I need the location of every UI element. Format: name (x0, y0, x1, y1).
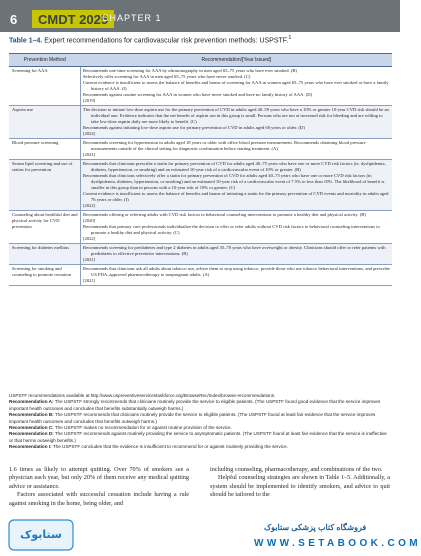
recommendation-text: Recommends screening for prediabetes and type 2 diabetes in adults aged 35–70 years who have overweight or obesity. Clinicians should offer or refer patients with prediabetes to effective preventive interventions. (B) (83, 245, 386, 256)
column-header-recommendation: Recommendation/[Year Issued] (81, 54, 393, 67)
watermark-site-url[interactable]: WWW.SETABOOK.COM (254, 538, 421, 549)
body-paragraph: Helpful counseling strategies are shown in Table 1–5. Additionally, a system should be implemented to identify smokers, and advice to quit should be tailored to the (210, 474, 390, 499)
table-label: Table 1–4. (9, 37, 43, 45)
recommendation-text: Recommends against initiating low-dose aspirin use for primary prevention of CVD in adults aged 60 years or older. (D) (83, 125, 305, 130)
body-paragraph: including counseling, pharmacotherapy, and combinations of the two. (210, 466, 383, 473)
recommendation-cell (81, 160, 393, 211)
grade-label: Recommendation D: (9, 431, 54, 437)
table-row (9, 265, 392, 286)
page-number: 6 (10, 12, 18, 27)
table-header-row (9, 54, 392, 67)
recommendation-text: [2021] (83, 278, 96, 283)
logo-text: ستابوک (20, 528, 62, 541)
recommendation-text: [2022] (83, 203, 96, 208)
recommendation-text: Recommends screening for hypertension in adults aged 18 years or older with office blood pressure measurement. Recommends obtaining blood pressure measurements outside of the clinical setting for diagnostic confirmation before starting treatment. (A) (83, 140, 366, 151)
grade-definition (9, 444, 392, 450)
recommendation-text: [2021] (83, 152, 96, 157)
grade-definition (9, 412, 392, 425)
body-column-right (210, 466, 390, 500)
prevention-method-cell: Blood pressure screening (9, 139, 81, 160)
watermark-store-name: فروشگاه کتاب پزشکی ستابوک (264, 523, 367, 532)
book-title-badge: CMDT 2025 (32, 10, 114, 28)
prevention-method-cell: Screening for smoking and counseling to promote cessation (9, 265, 81, 286)
prevention-method-cell: Counseling about healthful diet and physical activity for CVD prevention (9, 211, 81, 244)
table-title: Expert recommendations for cardiovascular risk prevention methods: USPSTF. (44, 37, 289, 45)
grade-definition (9, 431, 392, 444)
grade-text: The USPSTF recommends that clinicians routinely provide the service to eligible patients. (The USPSTF found at least fair evidence that the service improves important health outcomes and concludes that benefits outweigh harms.) (9, 412, 376, 424)
body-column-left (9, 466, 189, 508)
grade-text: The USPSTF concludes that the evidence is insufficient to recommend for or against routinely providing the service. (52, 444, 288, 450)
chapter-label: CHAPTER 1 (102, 13, 162, 23)
recommendation-text: Recommends that clinicians prescribe a statin for primary prevention of CVD for adults aged 40–75 years who have one or more CVD risk factors (ie, dyslipidemia, diabetes, hypertension, or smoking) and an estimated 10-year risk of a cardiovascular event of 10% or greater. (B) (83, 161, 386, 172)
table-row (9, 106, 392, 139)
recommendation-text: Recommends that clinicians selectively offer a statin for primary prevention of CVD for adults aged 40–75 years who have one or more CVD risk factors (ie, dyslipidemia, diabetes, hypertension, or smoking) and an estimated 10-year risk of a cardiovascular event of 7.5% to less than 10%. The likelihood of benefit is smaller in this group than in persons with a 10-year risk of 10% or greater. (C) (83, 173, 385, 190)
recommendation-cell (81, 211, 393, 244)
table-body (9, 67, 392, 286)
grade-label: Recommendation I: (9, 444, 52, 450)
recommendation-text: [2019] (83, 98, 96, 103)
recommendation-text: [2021] (83, 257, 96, 262)
grade-label: Recommendation B: (9, 412, 54, 418)
recommendation-cell (81, 139, 393, 160)
prevention-method-cell: Aspirin use (9, 106, 81, 139)
grade-definition (9, 399, 392, 412)
recommendations-table (9, 53, 392, 286)
recommendation-cell (81, 244, 393, 265)
prevention-method-cell: Screening for diabetes mellitus (9, 244, 81, 265)
table-row (9, 67, 392, 106)
table-row (9, 139, 392, 160)
recommendation-text: [2022] (83, 236, 96, 241)
grade-text: The USPSTF makes no recommendation for or against routine provision of the service. (54, 425, 232, 431)
table-row (9, 244, 392, 265)
setabook-logo (8, 519, 74, 551)
grade-text: The USPSTF recommends against routinely providing the service to asymptomatic patients. (The USPSTF found at least fair evidence that the service is ineffective or that harms outweigh benefits.) (9, 431, 387, 443)
recommendation-cell (81, 67, 393, 106)
table-row (9, 211, 392, 244)
recommendation-cell (81, 265, 393, 286)
table-caption (9, 35, 291, 44)
grade-text: The USPSTF strongly recommends that clinicians routinely provide the service to eligible patients. (The USPSTF found good evidence that the service improves important health outcomes and concludes that benefits substantially outweigh harms.) (9, 399, 381, 411)
recommendation-text: Recommends that primary care professionals individualize the decision to offer or refer adults without CVD risk factors to behavioral counseling interventions to promote a healthy diet and physical activity. (C) (83, 224, 380, 235)
recommendation-text: Current evidence is insufficient to assess the balance of benefits and harms of initiating a statin for the primary prevention of CVD events and mortality in adults aged 76 years or older. (I) (83, 191, 389, 202)
recommendation-text: The decision to initiate low-dose aspirin use for the primary prevention of CVD in adults aged 40–59 years who have a 10% or greater 10-year CVD risk should be an individual one. Evidence indicates that the net benefit of aspirin use in this group is small. Persons who are not at increased risk for bleeding and are willing to take low-dose aspirin daily are more likely to benefit. (C) (83, 107, 389, 124)
prevention-method-cell: Screening for AAA (9, 67, 81, 106)
table-footnotes (9, 393, 392, 451)
recommendation-text: Recommends against routine screening for AAA in women who have never smoked and have no family history of AAA. (D) (83, 92, 313, 97)
recommendation-text: [2022] (83, 131, 96, 136)
grade-definitions (9, 399, 392, 450)
footnote-intro: USPSTF recommendations available at http://www.uspreventiveservicestaskforce.org/BrowseRec/Index/browse-recommendations. (9, 393, 276, 398)
recommendation-text: Recommends that clinicians ask all adults about tobacco use, advise them to stop using tobacco, provide those who use tobacco behavioral interventions, and prescribe US FDA–approved pharmacotherapy to nonpregnant adults. (A) (83, 266, 390, 277)
table-row (9, 160, 392, 211)
recommendation-text: Recommends offering or referring adults with CVD risk factors to behavioral counseling interventions to promote a healthy diet and physical activity. (B) (83, 212, 366, 217)
recommendation-text: Current evidence is insufficient to assess the balance of benefits and harms of screening for AAA in women aged 65–75 years who have ever smoked or have a family history of AAA. (I) (83, 80, 389, 91)
body-paragraph: Factors associated with successful cessation include having a rule against smoking in the home, being older, and (9, 491, 189, 507)
body-paragraph: 1.6 times as likely to attempt quitting. Over 70% of smokers see a physician each year, but only 20% of them receive any medical quitting advice or assistance. (9, 466, 189, 490)
grade-label: Recommendation C: (9, 425, 54, 431)
grade-label: Recommendation A: (9, 399, 54, 405)
page-header (0, 0, 400, 32)
recommendation-cell (81, 106, 393, 139)
recommendation-text: Recommends one-time screening for AAA by ultrasonography in men aged 65–75 years who have ever smoked. (B) (83, 68, 297, 73)
column-header-method: Prevention Method (9, 54, 81, 67)
recommendation-text: [2020] (83, 218, 96, 223)
prevention-method-cell: Serum lipid screening and use of statins for prevention (9, 160, 81, 211)
recommendation-text: Selectively offer screening for AAA in men aged 65–75 years who have never smoked. (C) (83, 74, 251, 79)
table-title-footnote-ref: 1 (288, 35, 292, 41)
